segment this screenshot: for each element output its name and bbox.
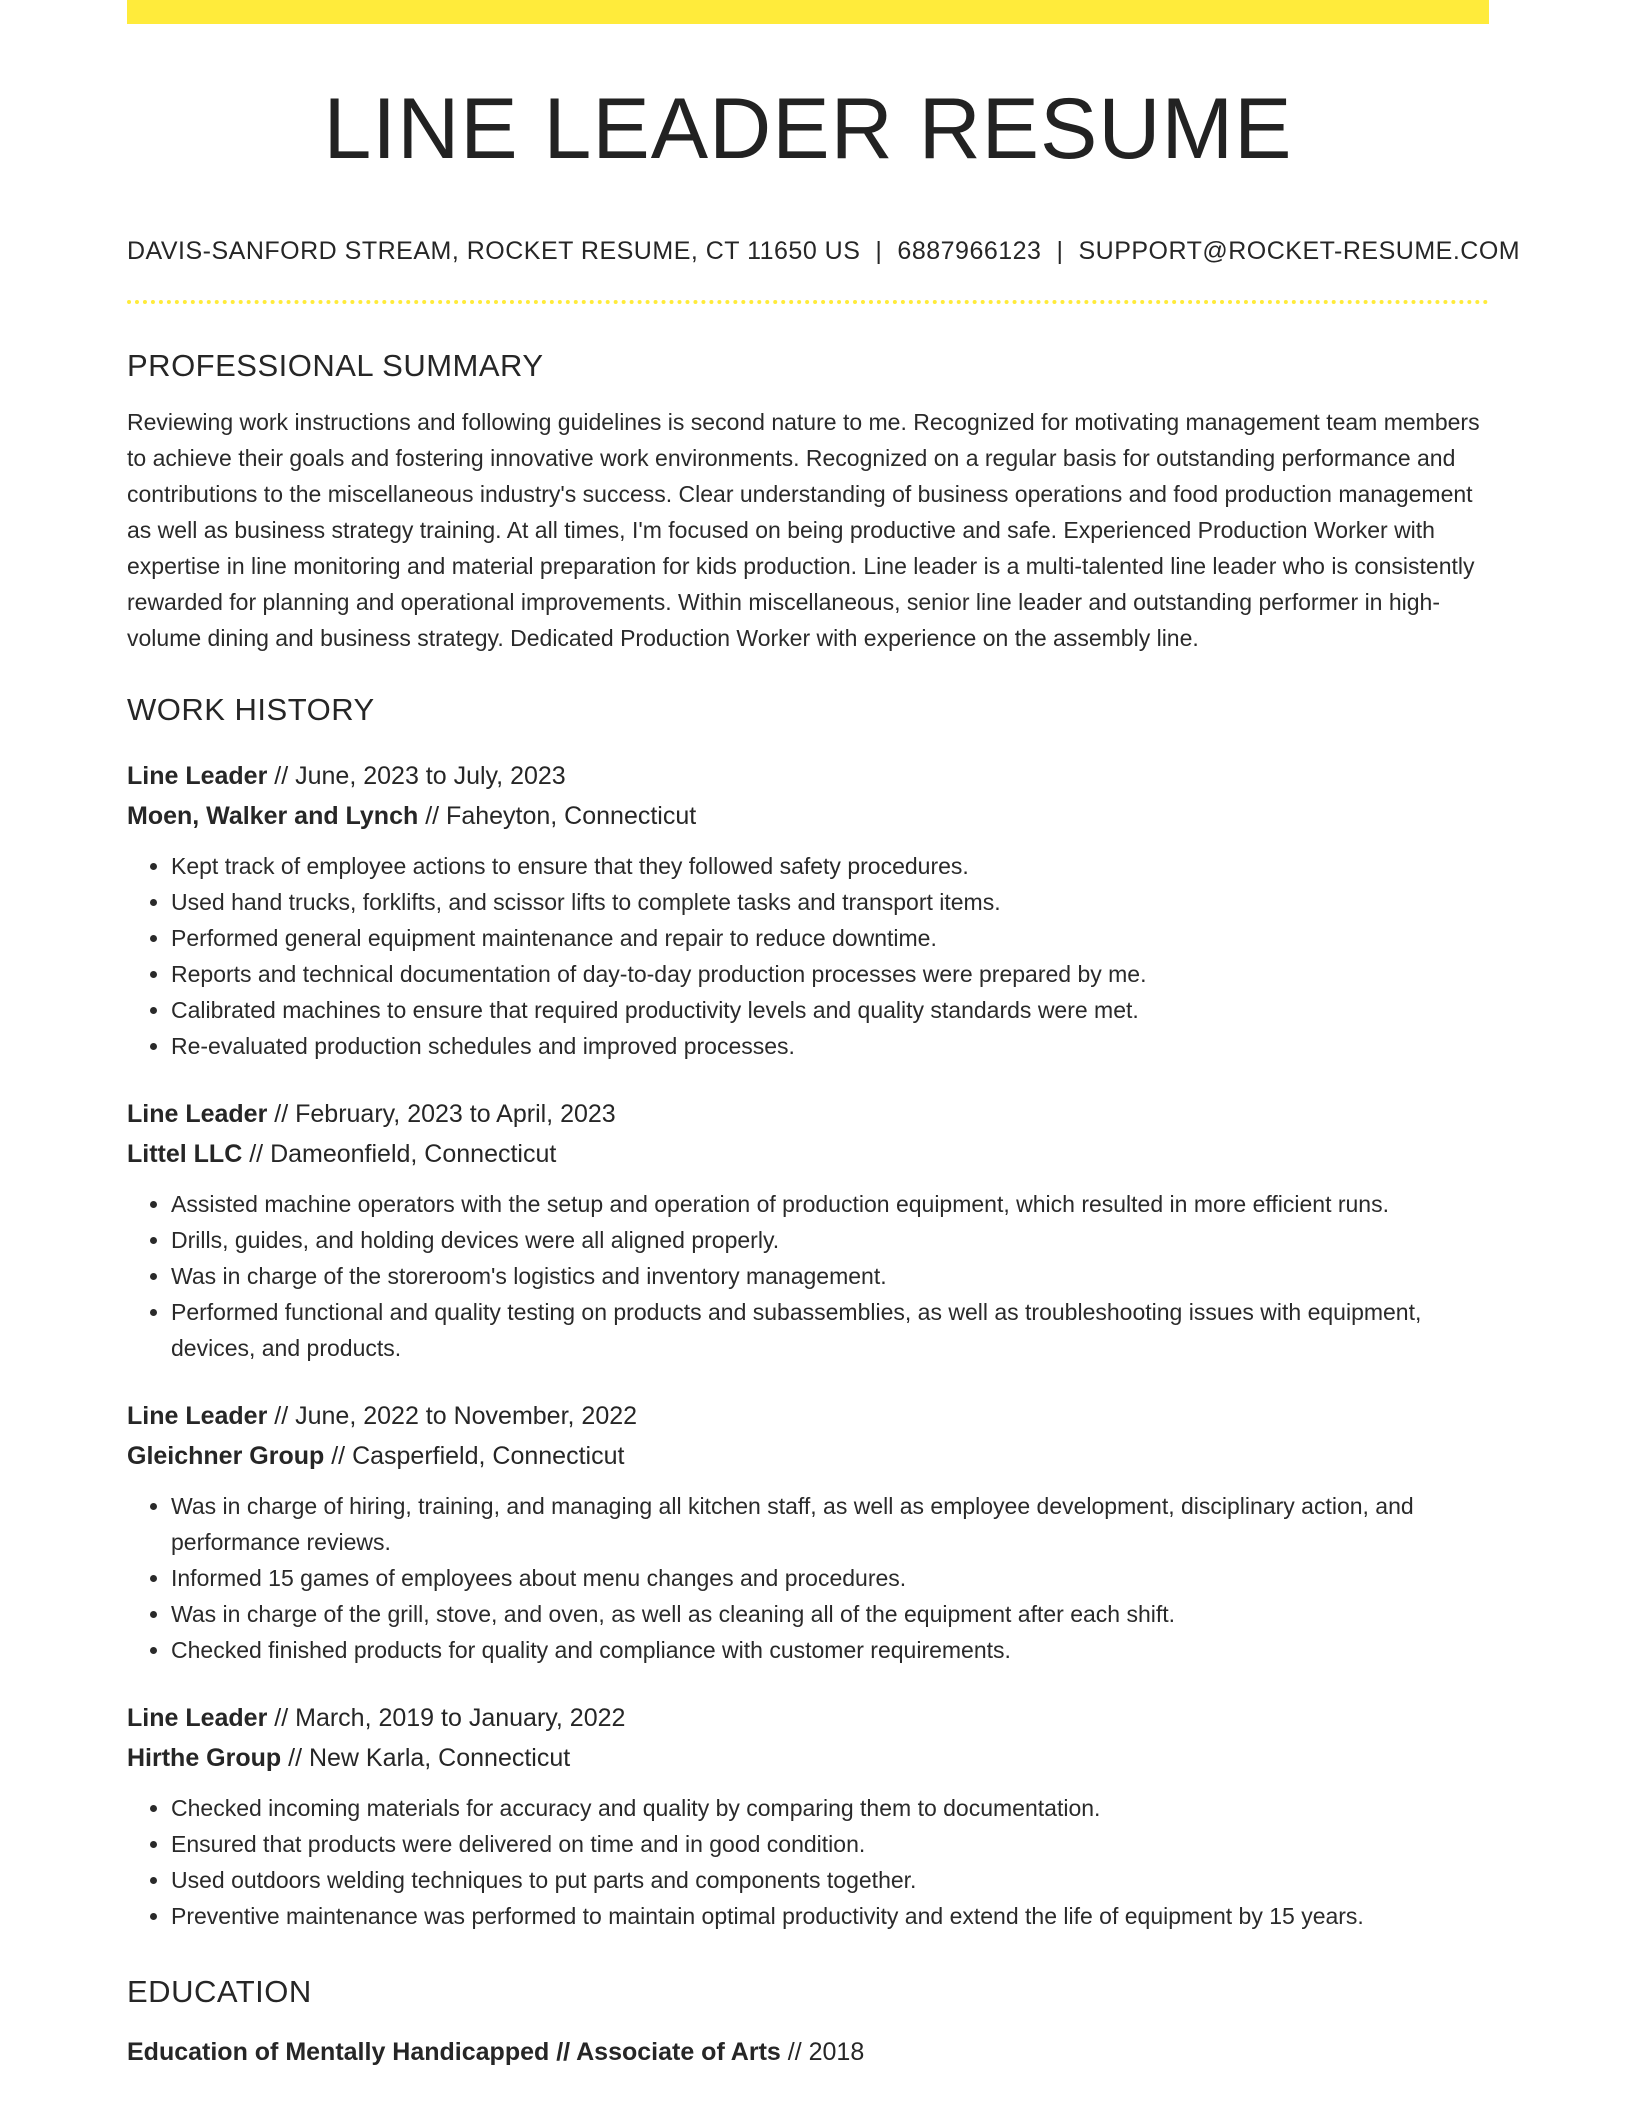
job-company: Moen, Walker and Lynch xyxy=(127,801,419,830)
education-degree: Associate of Arts xyxy=(576,2037,781,2066)
job-title-line xyxy=(127,1396,1489,1436)
job-entry xyxy=(127,756,1489,1064)
job-separator: // xyxy=(281,1743,309,1772)
education-year-separator: // xyxy=(780,2037,809,2066)
resume-title: LINE LEADER RESUME xyxy=(323,81,1293,177)
job-bullets xyxy=(127,848,1489,1064)
job-bullet: • Checked finished products for quality and compliance with customer requirements. xyxy=(171,1632,1489,1668)
summary-heading: PROFESSIONAL SUMMARY xyxy=(127,347,544,383)
job-bullet: • Was in charge of hiring, training, and managing all kitchen staff, as well as employee development, disciplinary action, and performance reviews. xyxy=(171,1488,1489,1560)
job-separator: // xyxy=(267,1703,296,1732)
job-separator: // xyxy=(242,1139,271,1168)
contact-separator: | xyxy=(1056,236,1064,265)
job-title: Line Leader xyxy=(127,1401,268,1430)
education-entry xyxy=(127,2032,1489,2072)
job-bullet: • Reports and technical documentation of day-to-day production processes were prepared by me. xyxy=(171,956,1489,992)
job-separator: // xyxy=(267,1401,296,1430)
job-separator: // xyxy=(324,1441,353,1470)
contact-line xyxy=(127,236,1521,266)
job-bullet: • Preventive maintenance was performed to maintain optimal productivity and extend the life of equipment by 15 years. xyxy=(171,1898,1489,1934)
job-entry xyxy=(127,1094,1489,1366)
contact-address: DAVIS-SANFORD STREAM, ROCKET RESUME, CT 11650 US xyxy=(127,236,861,265)
job-bullets xyxy=(127,1790,1489,1934)
job-location: Casperfield, Connecticut xyxy=(352,1441,625,1470)
top-accent-bar xyxy=(127,0,1489,24)
job-company-line xyxy=(127,1134,1489,1174)
job-location: Dameonfield, Connecticut xyxy=(270,1139,557,1168)
job-bullet: • Was in charge of the storeroom's logistics and inventory management. xyxy=(171,1258,1489,1294)
job-location: New Karla, Connecticut xyxy=(308,1743,571,1772)
education-year: 2018 xyxy=(808,2037,865,2066)
job-bullet: • Performed functional and quality testing on products and subassemblies, as well as troubleshooting issues with equipment, devices, and products. xyxy=(171,1294,1489,1366)
job-company-line xyxy=(127,1738,1489,1778)
job-bullet: • Performed general equipment maintenance and repair to reduce downtime. xyxy=(171,920,1489,956)
work-history-heading: WORK HISTORY xyxy=(127,691,375,727)
job-bullet: • Used hand trucks, forklifts, and scissor lifts to complete tasks and transport items. xyxy=(171,884,1489,920)
contact-email: SUPPORT@ROCKET-RESUME.COM xyxy=(1078,236,1521,265)
job-company: Gleichner Group xyxy=(127,1441,325,1470)
education-heading: EDUCATION xyxy=(127,1973,312,2009)
job-bullet: • Was in charge of the grill, stove, and oven, as well as cleaning all of the equipment after each shift. xyxy=(171,1596,1489,1632)
job-bullet: • Informed 15 games of employees about menu changes and procedures. xyxy=(171,1560,1489,1596)
job-bullet: • Calibrated machines to ensure that required productivity levels and quality standards were met. xyxy=(171,992,1489,1028)
job-location: Faheyton, Connecticut xyxy=(446,801,697,830)
resume-page xyxy=(127,0,1521,2072)
job-entry xyxy=(127,1396,1489,1668)
job-dates: June, 2023 to July, 2023 xyxy=(295,761,566,790)
job-bullet: • Drills, guides, and holding devices were all aligned properly. xyxy=(171,1222,1489,1258)
job-bullet: • Ensured that products were delivered on time and in good condition. xyxy=(171,1826,1489,1862)
job-bullets xyxy=(127,1488,1489,1668)
job-title: Line Leader xyxy=(127,1703,268,1732)
work-history-list xyxy=(127,756,1489,1934)
job-company-line xyxy=(127,1436,1489,1476)
job-separator: // xyxy=(267,761,296,790)
job-bullet: • Checked incoming materials for accuracy and quality by comparing them to documentation. xyxy=(171,1790,1489,1826)
education-field: Education of Mentally Handicapped xyxy=(127,2037,550,2066)
contact-phone: 6887966123 xyxy=(897,236,1042,265)
job-title: Line Leader xyxy=(127,1099,268,1128)
job-separator: // xyxy=(418,801,447,830)
job-bullet: • Used outdoors welding techniques to put parts and components together. xyxy=(171,1862,1489,1898)
education-separator: // xyxy=(549,2037,577,2066)
job-company: Littel LLC xyxy=(127,1139,243,1168)
job-company: Hirthe Group xyxy=(127,1743,282,1772)
job-company-line xyxy=(127,796,1489,836)
contact-separator: | xyxy=(875,236,883,265)
job-bullet: • Assisted machine operators with the setup and operation of production equipment, which resulted in more efficient runs. xyxy=(171,1186,1489,1222)
job-bullets xyxy=(127,1186,1489,1366)
job-dates: June, 2022 to November, 2022 xyxy=(295,1401,638,1430)
job-entry xyxy=(127,1698,1489,1934)
dotted-divider xyxy=(127,300,1489,304)
job-bullet: • Re-evaluated production schedules and improved processes. xyxy=(171,1028,1489,1064)
job-dates: March, 2019 to January, 2022 xyxy=(295,1703,626,1732)
summary-text: Reviewing work instructions and following guidelines is second nature to me. Recognized for motivating management team members to achieve their goals and fostering innovative work environments. Recognized on a regular basis for outstanding performance and contributions to the miscellaneous industry's success. Clear understanding of business operations and food production management as well as business strategy training. At all times, I'm focused on being productive and safe. Experienced Production Worker with expertise in line monitoring and material preparation for kids production. Line leader is a multi-talented line leader who is consistently rewarded for planning and operational improvements. Within miscellaneous, senior line leader and outstanding performer in high-volume dining and business strategy. Dedicated Production Worker with experience on the assembly line. xyxy=(127,408,1480,651)
job-bullet: • Kept track of employee actions to ensure that they followed safety procedures. xyxy=(171,848,1489,884)
job-title-line xyxy=(127,756,1489,796)
job-title: Line Leader xyxy=(127,761,268,790)
job-separator: // xyxy=(267,1099,296,1128)
job-title-line xyxy=(127,1698,1489,1738)
job-title-line xyxy=(127,1094,1489,1134)
job-dates: February, 2023 to April, 2023 xyxy=(295,1099,616,1128)
